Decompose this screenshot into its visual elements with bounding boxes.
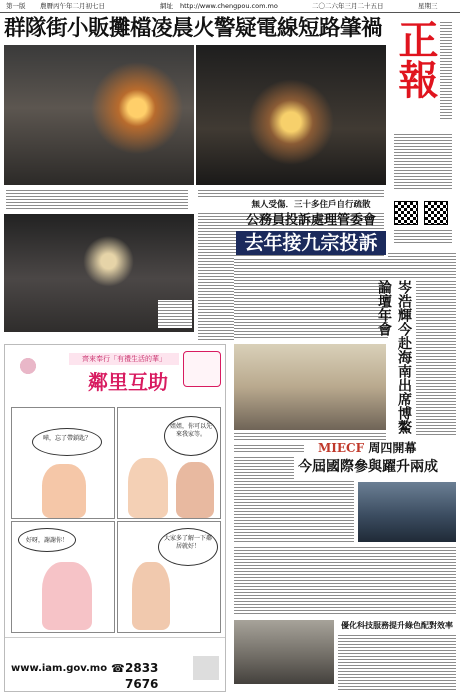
fire-subhead-text: 無人受傷．三十多住戶自行疏散 <box>251 200 371 210</box>
ad-neighbourhood <box>4 344 226 692</box>
miecf-headline <box>298 457 456 477</box>
committee-headline-text: 去年接九宗投訴 <box>244 232 378 254</box>
comic-panel-4 <box>117 521 221 633</box>
main-headline-text: 群隊街小販攤檔凌晨火警疑電線短路肇禍 <box>4 16 383 41</box>
logo-column <box>390 15 456 251</box>
qr-caption <box>394 229 452 245</box>
comic-bubble-4: 大家多了解一下鄰居就好！ <box>158 528 218 566</box>
committee-kicker-text: 公務員投訴處理管委會 <box>245 213 376 228</box>
comic-bubble-2: 姐姐，你可以先來我家等。 <box>164 416 218 456</box>
site-label: 網址 <box>160 2 173 10</box>
miecf-photo <box>358 482 456 542</box>
committee-caption <box>234 432 386 440</box>
page-number: 第一版 <box>6 2 26 10</box>
ad-url-text[interactable]: www.iam.gov.mo <box>11 663 108 674</box>
committee-body <box>234 258 388 340</box>
side-story-headline-text: 岑浩輝今赴海南出席博鰲論壇年會 <box>376 280 412 434</box>
comic-character-2 <box>128 458 168 518</box>
ad-sponsor-logo <box>193 656 219 680</box>
issue-date: 二〇二六年三月二十五日 <box>312 2 384 10</box>
ad-title <box>83 369 173 395</box>
miecf-kicker-zh: 周四開幕 <box>368 441 417 455</box>
miecf-body-bottom <box>234 546 456 616</box>
ad-logo <box>11 351 45 381</box>
ad-phone-text: 2833 7676 <box>125 661 159 691</box>
ad-url[interactable] <box>11 662 107 676</box>
committee-kicker <box>236 212 386 230</box>
ad-phone <box>125 660 189 691</box>
weekday: 星期三 <box>418 2 438 10</box>
comic-character-3 <box>176 462 214 518</box>
miecf-kicker <box>318 440 456 456</box>
publisher-info <box>394 133 452 191</box>
ad-eyebrow-text: 齊來奉行「有禮生活的華」 <box>82 355 166 363</box>
side-story-headline <box>376 280 414 436</box>
qr-code-1[interactable] <box>394 201 418 225</box>
masthead-strip <box>0 0 460 13</box>
comic-character-1 <box>42 464 86 518</box>
fire-caption <box>6 189 188 209</box>
miecf-kicker-en: MIECF <box>318 441 365 455</box>
side-story-body <box>416 280 456 436</box>
miecf-headline-text: 今屆國際參與躍升兩成 <box>298 459 438 475</box>
comic-panel-3 <box>11 521 115 633</box>
fire-caption-right <box>198 189 384 197</box>
committee-headline <box>236 231 386 255</box>
fire-photo-right <box>196 45 386 185</box>
lunar-date: 農曆丙午年二月初七日 <box>40 2 105 10</box>
site-url[interactable]: http://www.chengpou.com.mo <box>180 2 278 10</box>
miecf-left-body <box>234 444 304 452</box>
bottom-right-body <box>338 634 456 692</box>
comic-panel-2 <box>117 407 221 519</box>
bottom-right-subhead <box>338 620 456 632</box>
comic-character-5 <box>132 562 170 630</box>
ad-eyebrow <box>69 353 179 365</box>
logo-side-text <box>440 21 452 121</box>
ad-footer <box>5 637 225 691</box>
qr-code-2[interactable] <box>424 201 448 225</box>
comic-character-4 <box>42 562 92 630</box>
fire-subhead <box>238 199 384 211</box>
comic-bubble-1: 嘩，忘了帶鎖匙？ <box>32 428 102 456</box>
main-headline <box>4 15 384 43</box>
side-story-body-top <box>388 252 456 278</box>
comic-bubble-3: 好呀，謝謝你！ <box>18 528 76 552</box>
ad-badge <box>183 351 221 387</box>
miecf-hall-photo <box>234 620 334 684</box>
logo: 正報 <box>392 19 439 99</box>
committee-photo <box>234 344 386 430</box>
ad-title-text: 鄰里互助 <box>88 370 168 394</box>
phone-icon: ☎ <box>111 662 125 675</box>
fire-photo-left <box>4 45 194 185</box>
bottom-right-subhead-text: 優化科技服務提升綠色配對效率 <box>341 621 453 630</box>
miecf-body-mid <box>234 480 354 542</box>
fire-street-caption <box>158 300 192 328</box>
comic-panel-1 <box>11 407 115 519</box>
